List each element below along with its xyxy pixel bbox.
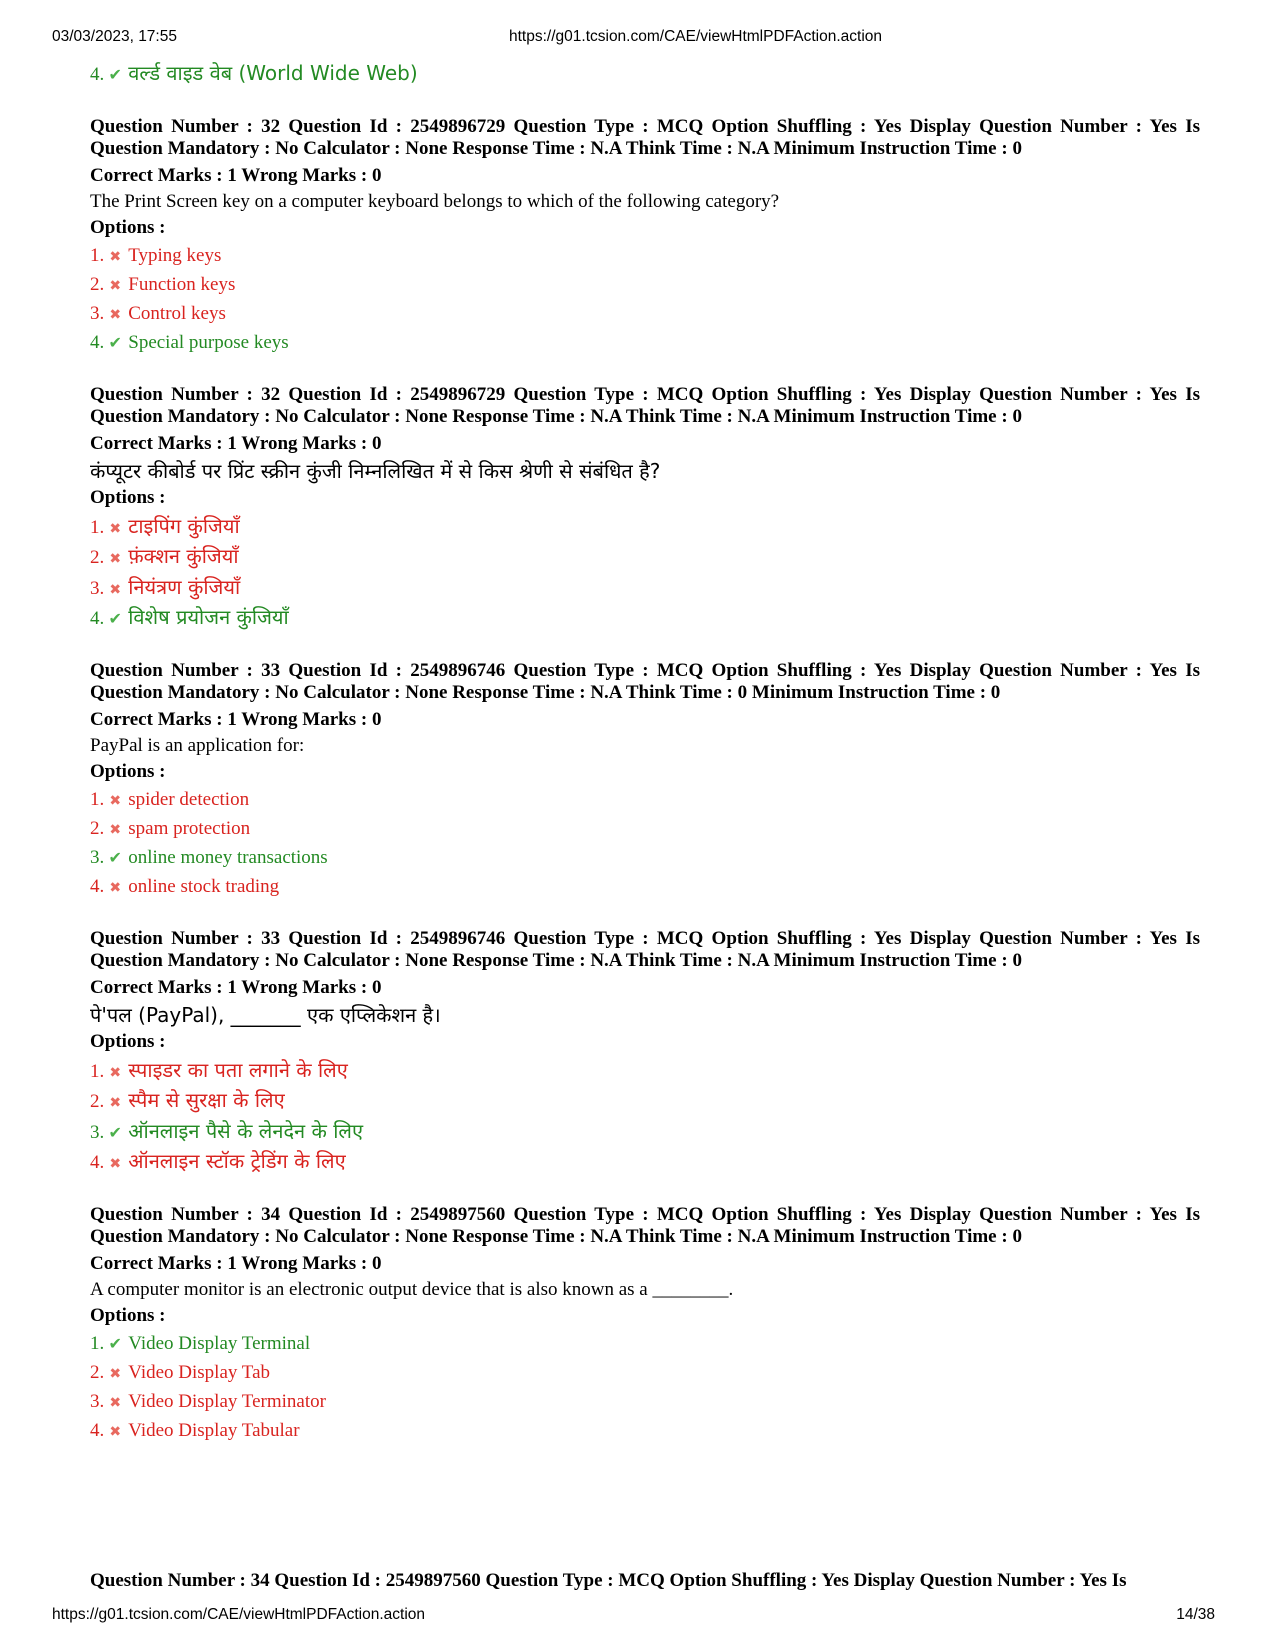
question-meta: Question Number : 34 Question Id : 2549897560 Question Type : MCQ Option Shuffling : Yes Display Question Number : Yes Is Question Mandatory : No Calculator : None Response Time : N.A Think Time : N.A Minimum Instruction Time : 0 — [90, 1203, 1200, 1247]
question-block — [90, 1204, 1200, 1445]
question-text: कंप्यूटर कीबोर्ड पर प्रिंट स्क्रीन कुंजी निम्नलिखित में से किस श्रेणी से संबंधित है? — [90, 458, 661, 483]
check-icon: ✔ — [108, 1333, 122, 1353]
cross-icon: ✖ — [109, 306, 122, 323]
option-text: Video Display Tab — [128, 1361, 271, 1383]
option-number: 4. — [90, 1152, 105, 1173]
check-icon: ✔ — [108, 65, 122, 84]
option-text: स्पाइडर का पता लगाने के लिए — [128, 1057, 348, 1082]
option-number: 1. — [90, 788, 105, 810]
options-label: Options : — [90, 486, 166, 508]
option-item — [90, 843, 1200, 872]
options-label: Options : — [90, 1304, 166, 1326]
print-header-url: https://g01.tcsion.com/CAE/viewHtmlPDFAction.action — [509, 28, 883, 45]
question-marks: Correct Marks : 1 Wrong Marks : 0 — [90, 432, 382, 454]
option-item — [90, 1358, 1200, 1387]
print-timestamp: 03/03/2023, 17:55 — [52, 28, 177, 45]
cross-icon: ✖ — [109, 277, 122, 294]
question-block — [90, 928, 1200, 1177]
question-meta: Question Number : 32 Question Id : 2549896729 Question Type : MCQ Option Shuffling : Yes Display Question Number : Yes Is Question Mandatory : No Calculator : None Response Time : N.A Think Time : N.A Minimum Instruction Time : 0 — [90, 115, 1200, 159]
option-number: 3. — [90, 577, 105, 599]
option-number: 1. — [90, 244, 105, 266]
option-text: वर्ल्ड वाइड वेब (World Wide Web) — [128, 61, 418, 85]
cross-icon: ✖ — [109, 1156, 122, 1172]
cross-icon: ✖ — [109, 520, 122, 537]
option-item — [90, 299, 1200, 328]
option-text: online stock trading — [128, 875, 280, 897]
cross-icon: ✖ — [109, 821, 122, 838]
question-meta: Question Number : 33 Question Id : 2549896746 Question Type : MCQ Option Shuffling : Yes Display Question Number : Yes Is Question Mandatory : No Calculator : None Response Time : N.A Think Time : 0 Minimum Instruction Time : 0 — [90, 659, 1200, 703]
option-item — [90, 1055, 1200, 1086]
check-icon: ✔ — [108, 847, 122, 867]
option-number: 4. — [90, 64, 105, 85]
option-text: टाइपिंग कुंजियाँ — [128, 513, 240, 538]
carry-option — [90, 58, 1200, 89]
option-text: विशेष प्रयोजन कुंजियाँ — [128, 605, 289, 629]
cross-icon: ✖ — [109, 551, 122, 567]
options-label: Options : — [90, 216, 166, 238]
option-item — [90, 241, 1200, 270]
option-number: 2. — [90, 1091, 105, 1112]
check-icon: ✔ — [108, 1122, 122, 1142]
option-text: online money transactions — [128, 846, 328, 868]
document-body — [90, 58, 1200, 1445]
question-marks: Correct Marks : 1 Wrong Marks : 0 — [90, 976, 382, 998]
option-item — [90, 602, 1200, 633]
option-text: स्पैम से सुरक्षा के लिए — [128, 1088, 285, 1112]
cross-icon: ✖ — [109, 1064, 122, 1081]
option-number: 4. — [90, 875, 105, 897]
option-number: 1. — [90, 516, 105, 538]
option-item — [90, 1146, 1200, 1177]
question-marks: Correct Marks : 1 Wrong Marks : 0 — [90, 1252, 382, 1274]
option-item — [90, 814, 1200, 843]
option-number: 2. — [90, 547, 105, 568]
cross-icon: ✖ — [109, 879, 122, 896]
option-number: 3. — [90, 1390, 105, 1412]
cross-icon: ✖ — [109, 248, 122, 265]
option-number: 3. — [90, 1121, 105, 1143]
option-item — [90, 572, 1200, 603]
cross-icon: ✖ — [109, 581, 122, 598]
question-marks: Correct Marks : 1 Wrong Marks : 0 — [90, 164, 382, 186]
cross-icon: ✖ — [109, 1365, 122, 1382]
question-text: PayPal is an application for: — [90, 734, 305, 756]
option-item — [90, 541, 1200, 572]
question-block — [90, 116, 1200, 357]
cross-icon: ✖ — [109, 1095, 122, 1111]
option-text: Typing keys — [128, 244, 222, 266]
options-label: Options : — [90, 760, 166, 782]
option-number: 3. — [90, 846, 105, 868]
option-number: 2. — [90, 273, 105, 295]
cross-icon: ✖ — [109, 1394, 122, 1411]
option-item — [90, 511, 1200, 542]
question-text: The Print Screen key on a computer keyboard belongs to which of the following category? — [90, 190, 780, 212]
option-item — [90, 1329, 1200, 1358]
option-item — [90, 270, 1200, 299]
option-item — [90, 328, 1200, 357]
check-icon: ✔ — [108, 332, 122, 352]
question-meta: Question Number : 33 Question Id : 2549896746 Question Type : MCQ Option Shuffling : Yes Display Question Number : Yes Is Question Mandatory : No Calculator : None Response Time : N.A Think Time : N.A Minimum Instruction Time : 0 — [90, 927, 1200, 971]
question-marks: Correct Marks : 1 Wrong Marks : 0 — [90, 708, 382, 730]
question-block — [90, 660, 1200, 901]
option-number: 3. — [90, 302, 105, 324]
question-block — [90, 384, 1200, 633]
option-item — [90, 1387, 1200, 1416]
question-text: पे'पल (PayPal), _______ एक एप्लिकेशन है। — [90, 1002, 441, 1027]
option-number: 2. — [90, 1361, 105, 1383]
options-label: Options : — [90, 1030, 166, 1052]
option-text: नियंत्रण कुंजियाँ — [128, 574, 241, 599]
option-text: Video Display Tabular — [128, 1419, 300, 1441]
option-item — [90, 785, 1200, 814]
option-text: Special purpose keys — [128, 331, 289, 353]
question-text: A computer monitor is an electronic output device that is also known as a ________. — [90, 1278, 734, 1300]
option-number: 4. — [90, 608, 105, 629]
option-text: ऑनलाइन स्टॉक ट्रेडिंग के लिए — [128, 1149, 346, 1173]
print-footer-url: https://g01.tcsion.com/CAE/viewHtmlPDFAction.action — [52, 1606, 426, 1623]
option-item — [90, 1416, 1200, 1445]
option-text: spam protection — [128, 817, 251, 839]
option-number: 1. — [90, 1332, 105, 1354]
option-text: Function keys — [128, 273, 236, 295]
option-text: Control keys — [128, 302, 226, 324]
option-number: 2. — [90, 817, 105, 839]
option-text: फ़ंक्शन कुंजियाँ — [128, 544, 239, 568]
option-number: 4. — [90, 1419, 105, 1441]
option-text: Video Display Terminal — [128, 1332, 311, 1354]
cross-icon: ✖ — [109, 1423, 122, 1440]
option-item — [90, 872, 1200, 901]
question-meta: Question Number : 32 Question Id : 2549896729 Question Type : MCQ Option Shuffling : Yes Display Question Number : Yes Is Question Mandatory : No Calculator : None Response Time : N.A Think Time : N.A Minimum Instruction Time : 0 — [90, 383, 1200, 427]
cross-icon: ✖ — [109, 792, 122, 809]
option-text: ऑनलाइन पैसे के लेनदेन के लिए — [128, 1118, 364, 1143]
option-text: spider detection — [128, 788, 250, 810]
check-icon: ✔ — [108, 609, 122, 628]
page-number: 14/38 — [1176, 1606, 1215, 1623]
option-number: 1. — [90, 1060, 105, 1082]
option-item — [90, 1085, 1200, 1116]
option-text: Video Display Terminator — [128, 1390, 326, 1412]
trailing-question-meta: Question Number : 34 Question Id : 2549897560 Question Type : MCQ Option Shuffling : Yes Display Question Number : Yes Is — [90, 1570, 1127, 1591]
option-number: 4. — [90, 331, 105, 353]
option-item — [90, 1116, 1200, 1147]
